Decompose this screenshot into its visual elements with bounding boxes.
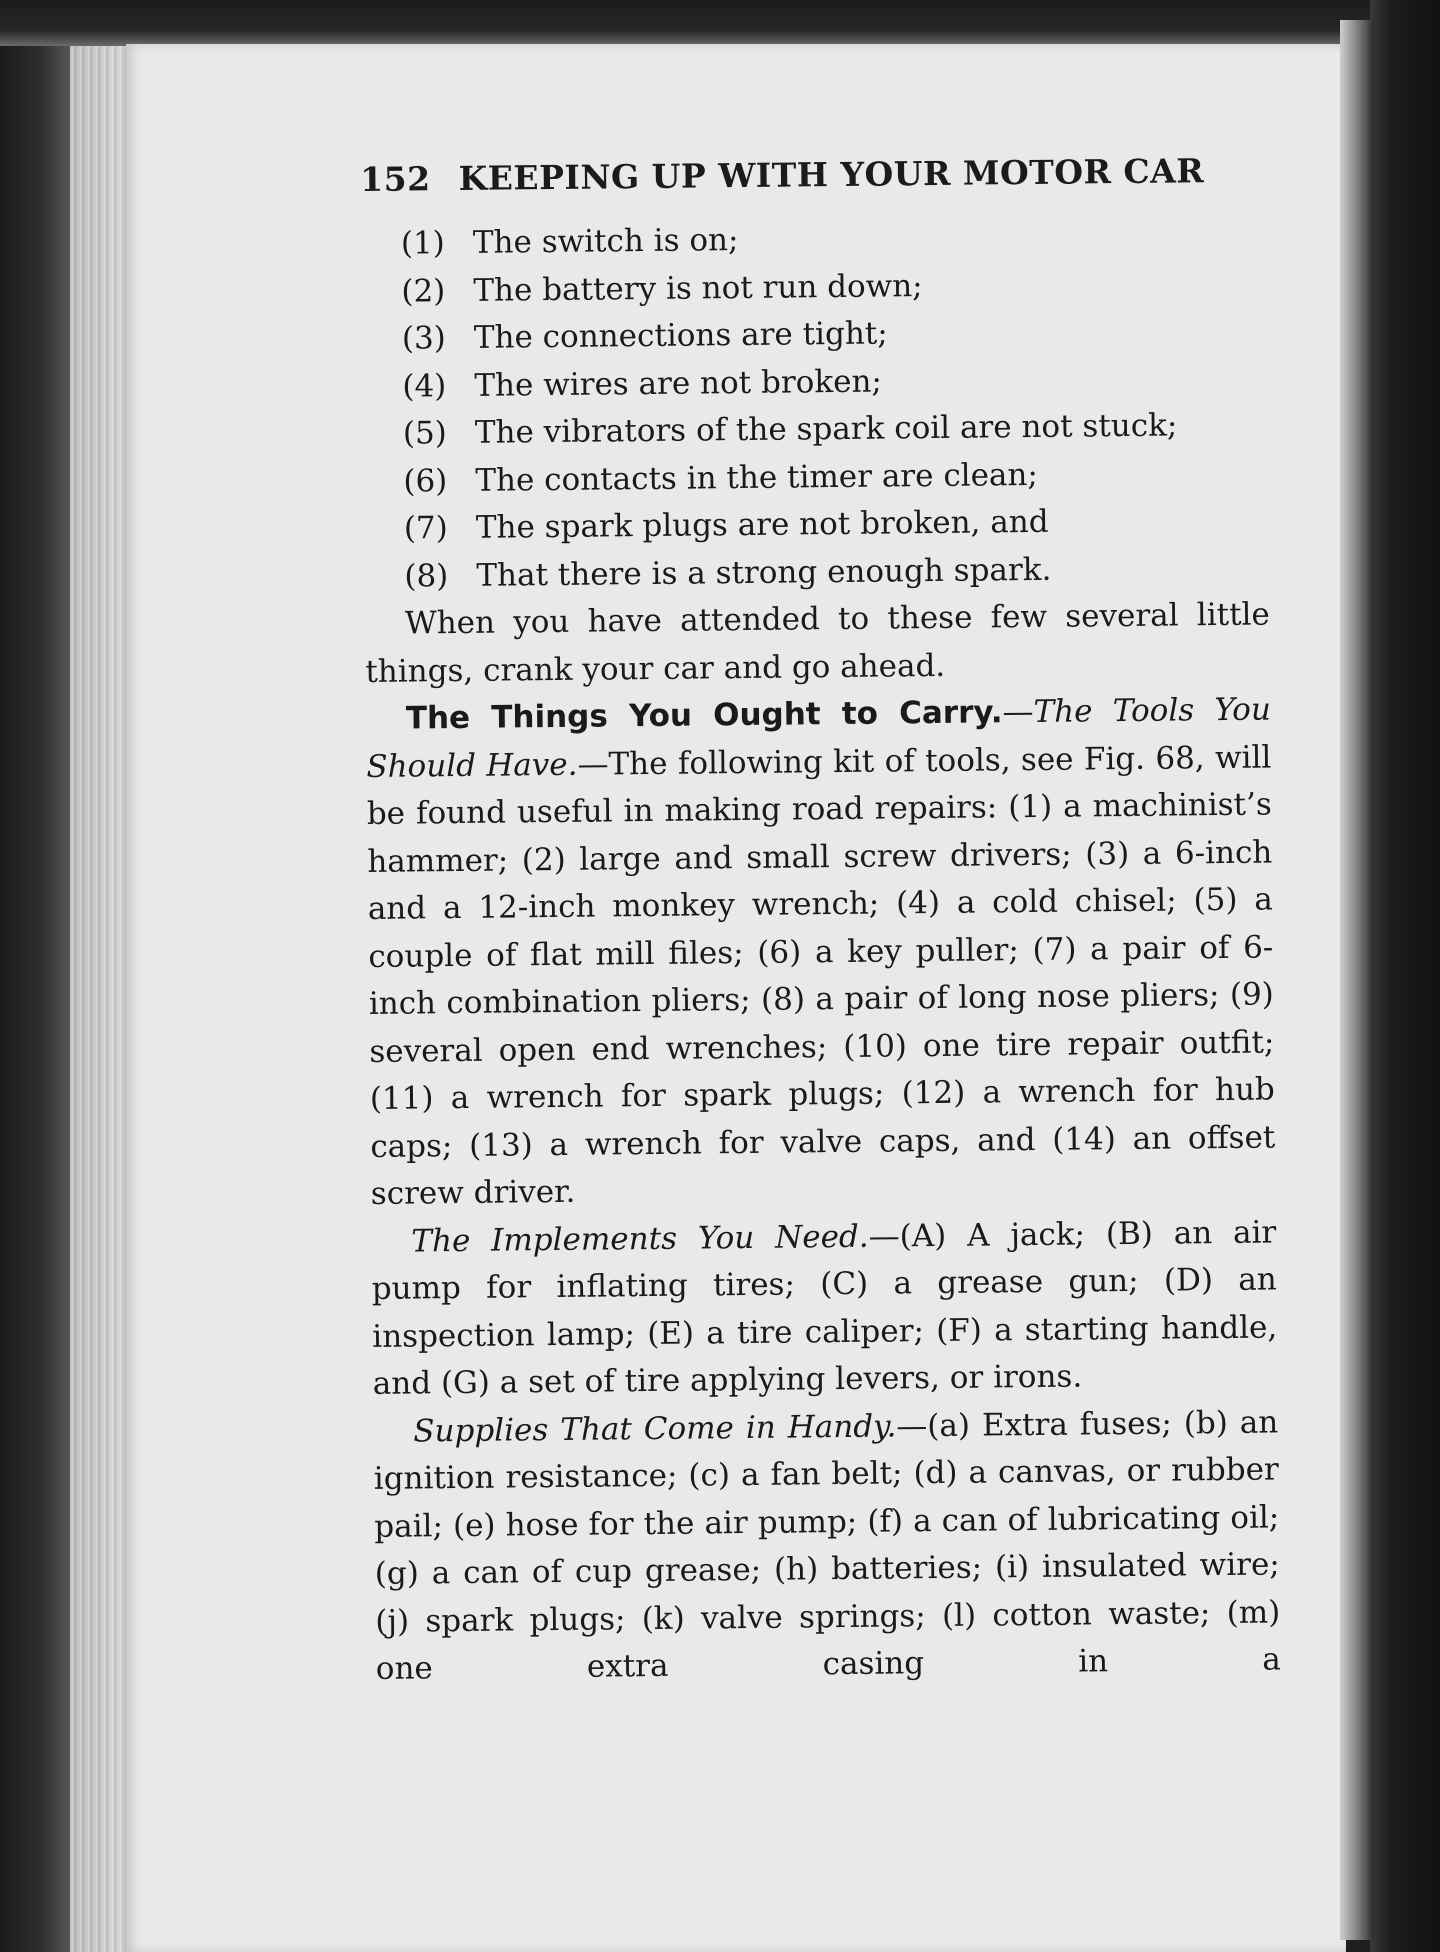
running-head-title: KEEPING UP WITH YOUR MOTOR CAR: [458, 151, 1205, 198]
supplies-subheading: Supplies That Come in Handy.: [413, 1407, 897, 1450]
list-item-number: (4): [402, 367, 447, 405]
list-item-text: The wires are not broken;: [474, 363, 883, 404]
book-right-edge: [1340, 20, 1374, 1940]
list-item-text: The battery is not run down;: [473, 267, 923, 309]
tools-subheading: The Tools You Should Have.: [366, 691, 1272, 785]
scan-right-border: [1370, 0, 1440, 1952]
list-item-number: (6): [403, 462, 448, 500]
section-heading: The Things You Ought to Carry.: [405, 694, 1003, 737]
heading-dash: —: [1002, 693, 1034, 731]
supplies-paragraph: [373, 1399, 1281, 1693]
list-item-number: (3): [401, 320, 446, 357]
list-item-number: (1): [400, 225, 445, 262]
list-item: [403, 402, 1268, 459]
list-item-number: (7): [403, 510, 448, 547]
supplies-text: —(a) Extra fuses; (b) an ignition resistance; (c) a fan belt; (d) a canvas, or rubber pail; (e) hose for the air pump; (f) a can of lubricating oil; (g) a can of cup grease; (h) batteries; (i) insulated wire; (j) spark plugs; (k) valve springs; (l) cotton waste; (m) one extra casing in a: [373, 1403, 1281, 1687]
list-item-text: The vibrators of the spark coil are not stuck;: [474, 407, 1178, 451]
implements-subheading: The Implements You Need.: [411, 1218, 869, 1260]
implements-text: —(A) A jack; (B) an air pump for inflating tires; (C) a grease gun; (D) an inspection lamp; (E) a tire caliper; (F) a starting handle, and (G) a set of tire applying levers, or irons.: [371, 1213, 1278, 1402]
tools-text: —The following kit of tools, see Fig. 68, will be found useful in making road repairs: (1) a machinist’s hammer; (2) large and small screw drivers; (3) a 6-inch and a 12-inch monkey wrench; (4) a cold chisel; (5) a couple of flat mill files; (6) a key puller; (7) a pair of 6-inch combination pliers; (8) a pair of long nose pliers; (9) several open end wrenches; (10) one tire repair outfit; (11) a wrench for spark plugs; (12) a wrench for hub caps; (13) a wrench for valve caps, and (14) an offset screw driver.: [366, 738, 1276, 1212]
list-item-text: The spark plugs are not broken, and: [475, 503, 1049, 546]
page-content: [360, 151, 1281, 1694]
list-item-text: The switch is on;: [472, 222, 739, 261]
list-item-number: (8): [404, 557, 449, 595]
list-item-number: (2): [401, 272, 446, 310]
list-item-text: The contacts in the timer are clean;: [475, 456, 1039, 499]
tools-paragraph: [366, 686, 1276, 1218]
implements-paragraph: [371, 1209, 1278, 1408]
list-item-text: That there is a strong enough spark.: [476, 551, 1052, 594]
scan-top-border: [0, 0, 1440, 46]
closing-paragraph: When you have attended to these few several little things, crank your car and go ahead.: [365, 596, 1270, 690]
checklist: [401, 212, 1270, 601]
page-stack-edge: [70, 40, 130, 1952]
page-number: 152: [360, 159, 431, 199]
list-item-number: (5): [402, 415, 447, 452]
list-item-text: The connections are tight;: [473, 315, 888, 356]
running-head: [360, 151, 1265, 199]
